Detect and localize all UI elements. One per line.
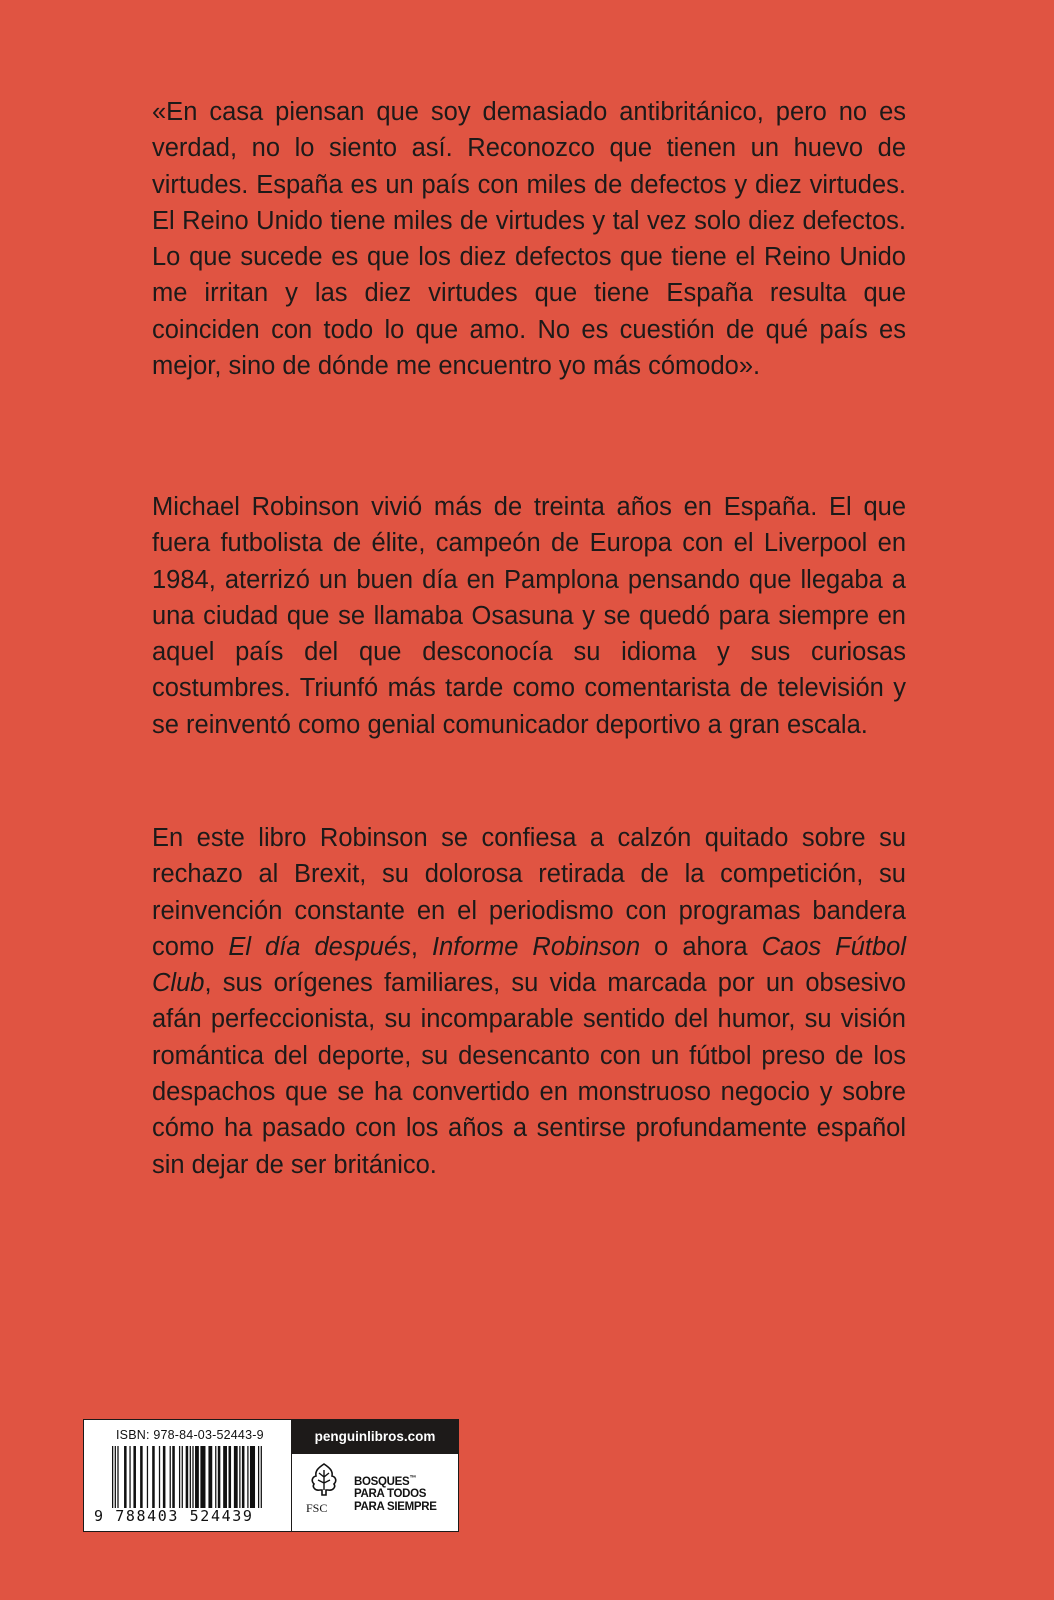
isbn-label: ISBN: 978-84-03-52443-9 bbox=[116, 1428, 264, 1442]
author-bio-text: Michael Robinson vivió más de treinta años en España. El que fuera futbolista de élite, campeón de Europa con el Liverpool en 1984, aterrizó un buen día en Pamplona pensando que llegaba a una ciudad que se llamaba Osasuna y se quedó para siempre en aquel país del que desconocía su idioma y sus curiosas costumbres. Triunfó más tarde como comentarista de televisión y se reinventó como genial comunicador deportivo a gran escala. bbox=[152, 493, 906, 739]
summary-part-1: En este libro Robinson se confiesa a calzón quitado sobre su rechazo al Brexit, su dolorosa retirada de la competición, su reinvención constante en el periodismo con programas bandera como bbox=[152, 824, 906, 961]
fsc-slogan-line-3: PARA SIEMPRE bbox=[354, 1500, 437, 1513]
barcode-panel bbox=[83, 1419, 459, 1532]
isbn-barcode-area bbox=[84, 1420, 292, 1531]
program-title-2: Informe Robinson bbox=[431, 932, 641, 961]
quote-text: «En casa piensan que soy demasiado antibritánico, pero no es verdad, no lo siento así. Reconozco que tienen un huevo de virtudes. España es un país con miles de defectos y diez virtudes. El Reino Unido tiene miles de virtudes y tal vez solo diez defectos. Lo que sucede es que los diez defectos que tiene el Reino Unido me irritan y las diez virtudes que tiene España resulta que coinciden con todo lo que amo. No es cuestión de qué país es mejor, sino de dónde me encuentro yo más cómodo». bbox=[152, 98, 906, 381]
publisher-info-area bbox=[292, 1420, 458, 1531]
ean-digits: 9 788403 524439 bbox=[94, 1507, 254, 1525]
barcode-icon bbox=[112, 1446, 262, 1508]
fsc-tree-icon bbox=[308, 1462, 340, 1496]
book-summary-paragraph bbox=[152, 820, 906, 1183]
summary-separator-1: , bbox=[410, 932, 432, 961]
fsc-trademark: ™ bbox=[409, 1475, 417, 1482]
book-summary-text bbox=[152, 820, 906, 1183]
summary-separator-2: o ahora bbox=[640, 932, 762, 961]
fsc-slogan-line-2: PARA TODOS bbox=[354, 1488, 427, 1501]
quote-paragraph bbox=[152, 94, 906, 384]
publisher-website: penguinlibros.com bbox=[292, 1420, 458, 1454]
fsc-label: FSC bbox=[306, 1501, 328, 1515]
fsc-slogan-line-1: BOSQUES bbox=[354, 1475, 410, 1488]
program-title-1: El día después bbox=[228, 932, 411, 961]
fsc-slogan bbox=[354, 1473, 437, 1513]
fsc-logo bbox=[292, 1454, 458, 1531]
author-bio-paragraph bbox=[152, 489, 906, 743]
program-title-3: Caos Fútbol Club bbox=[152, 932, 906, 998]
summary-part-2: , sus orígenes familiares, su vida marcada por un obsesivo afán perfeccionista, su incomparable sentido del humor, su visión romántica del deporte, su desencanto con un fútbol preso de los despachos que se ha convertido en monstruoso negocio y sobre cómo ha pasado con los años a sentirse profundamente español sin dejar de ser británico. bbox=[152, 969, 906, 1179]
